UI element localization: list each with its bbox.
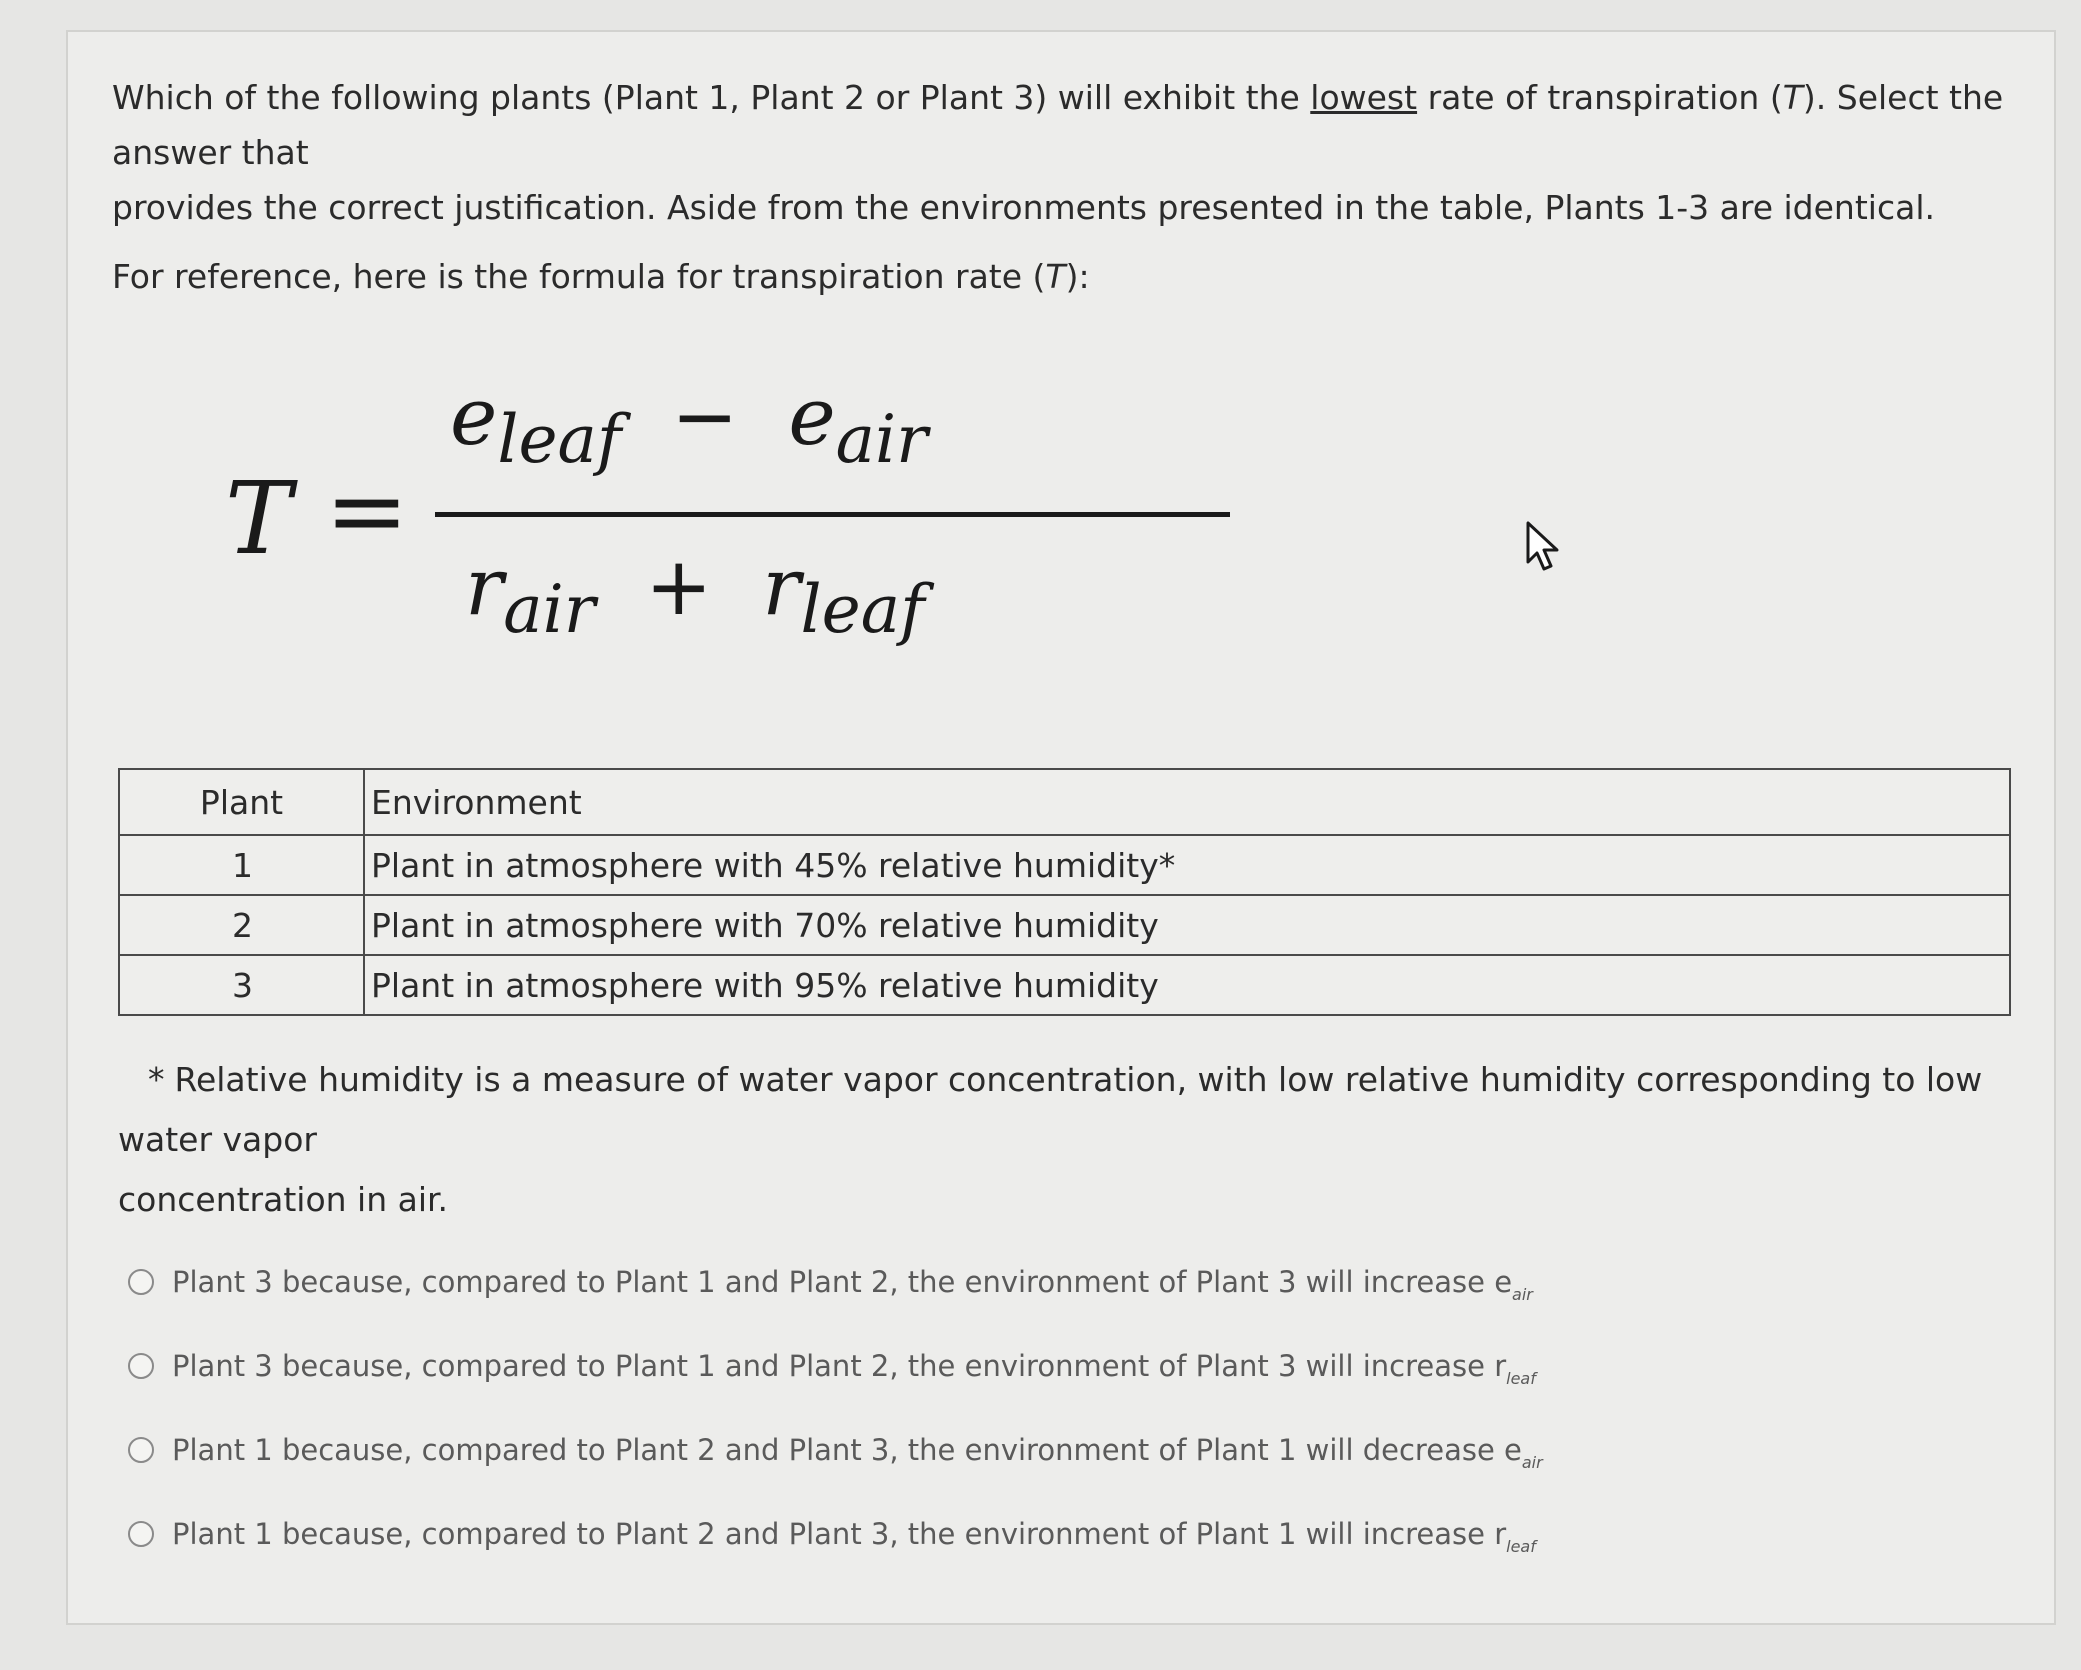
answer-options <box>128 1240 1543 1576</box>
question-text <box>112 70 2032 304</box>
formula-num-sub1: leaf <box>497 401 622 478</box>
reference-line <box>112 249 2032 304</box>
answer-option-4[interactable] <box>128 1492 1536 1576</box>
answer-option-label[interactable] <box>172 1349 1536 1388</box>
question-line-1-T: T <box>1782 78 1803 117</box>
option-subscript: air <box>1512 1285 1533 1304</box>
table-cell-plant: 1 <box>119 835 364 895</box>
option-subscript: leaf <box>1506 1369 1536 1388</box>
table-cell-environment: Plant in atmosphere with 45% relative humidity* <box>364 835 2010 895</box>
transpiration-formula <box>225 370 1025 660</box>
radio-button[interactable] <box>128 1353 154 1379</box>
formula-num-var2: e <box>788 370 836 463</box>
table-row <box>119 895 2010 955</box>
formula-num-sub2: air <box>835 401 928 478</box>
table-header-plant: Plant <box>119 769 364 835</box>
question-line-1 <box>112 70 2032 180</box>
question-line-1-start: Which of the following plants (Plant 1, Plant 2 or Plant 3) will exhibit the <box>112 78 1311 117</box>
formula-den-operator: + <box>645 540 713 633</box>
environment-table <box>118 768 2011 1016</box>
table-row <box>119 955 2010 1015</box>
fraction-bar <box>435 512 1230 517</box>
formula-num-operator: − <box>671 370 739 463</box>
radio-button[interactable] <box>128 1437 154 1463</box>
option-subscript: leaf <box>1506 1537 1536 1556</box>
table-cell-plant: 3 <box>119 955 364 1015</box>
formula-den-var1: r <box>465 540 504 633</box>
reference-T: T <box>1045 257 1066 296</box>
table-header-row <box>119 769 2010 835</box>
footnote-text-1: Relative humidity is a measure of water vapor concentration, with low relative humidity corresponding to low water vapor <box>118 1060 1983 1159</box>
reference-end: ): <box>1065 257 1090 296</box>
option-subscript: air <box>1521 1453 1543 1472</box>
option-text: Plant 1 because, compared to Plant 2 and Plant 3, the environment of Plant 1 will decrease e <box>172 1433 1522 1467</box>
table-cell-environment: Plant in atmosphere with 70% relative humidity <box>364 895 2010 955</box>
option-text: Plant 1 because, compared to Plant 2 and Plant 3, the environment of Plant 1 will increase r <box>172 1517 1507 1551</box>
formula-equals: = <box>325 452 409 569</box>
formula-numerator <box>450 370 928 478</box>
option-text: Plant 3 because, compared to Plant 1 and Plant 2, the environment of Plant 3 will increase e <box>172 1265 1513 1299</box>
answer-option-label[interactable] <box>172 1265 1533 1304</box>
formula-denominator <box>465 540 925 648</box>
footnote-line-2: concentration in air. <box>118 1180 449 1219</box>
reference-start: For reference, here is the formula for transpiration rate ( <box>112 257 1046 296</box>
question-line-1-end: ). Select the answer that <box>112 78 2004 172</box>
table-header-environment: Environment <box>364 769 2010 835</box>
formula-den-sub2: leaf <box>800 571 925 648</box>
answer-option-2[interactable] <box>128 1324 1536 1408</box>
table-row <box>119 835 2010 895</box>
question-line-1-middle: rate of transpiration ( <box>1417 78 1783 117</box>
answer-option-1[interactable] <box>128 1240 1533 1324</box>
mouse-pointer-icon <box>1525 520 1563 572</box>
table-cell-plant: 2 <box>119 895 364 955</box>
formula-den-sub1: air <box>503 571 596 648</box>
footnote-asterisk: * <box>148 1060 165 1099</box>
footnote <box>118 1050 2018 1230</box>
answer-option-label[interactable] <box>172 1433 1543 1472</box>
footnote-line-1 <box>118 1050 2018 1170</box>
table-cell-environment: Plant in atmosphere with 95% relative humidity <box>364 955 2010 1015</box>
formula-num-var1: e <box>450 370 498 463</box>
answer-option-label[interactable] <box>172 1517 1536 1556</box>
formula-den-var2: r <box>762 540 801 633</box>
radio-button[interactable] <box>128 1521 154 1547</box>
radio-button[interactable] <box>128 1269 154 1295</box>
question-line-2: provides the correct justification. Aside from the environments presented in the table, Plants 1-3 are identical. <box>112 188 1935 227</box>
answer-option-3[interactable] <box>128 1408 1543 1492</box>
formula-lhs: T <box>225 460 292 577</box>
emphasis-lowest: lowest <box>1310 78 1418 117</box>
option-text: Plant 3 because, compared to Plant 1 and Plant 2, the environment of Plant 3 will increase r <box>172 1349 1507 1383</box>
